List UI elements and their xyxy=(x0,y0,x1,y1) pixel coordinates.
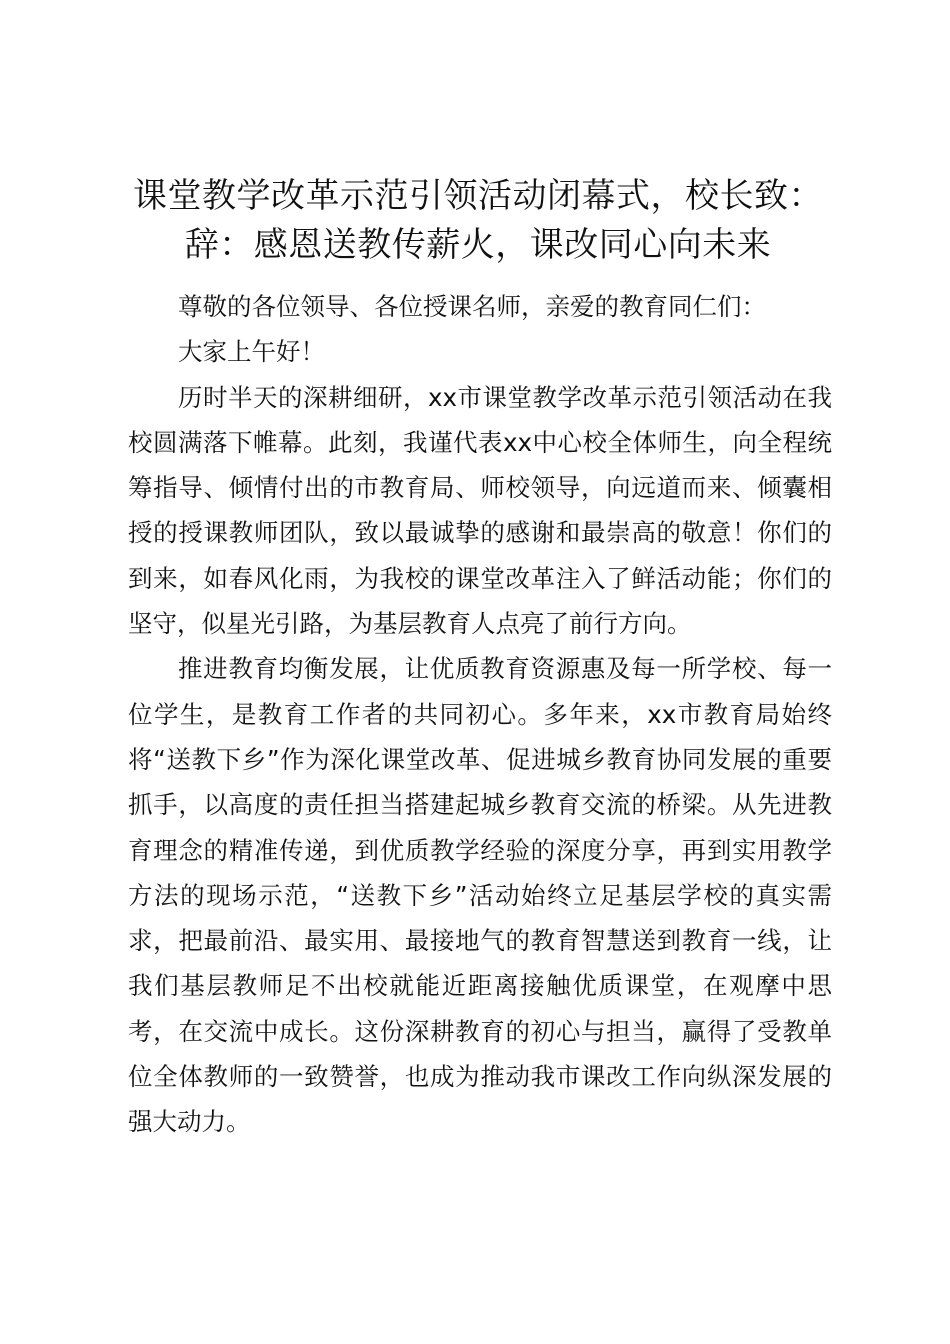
salutation: 尊敬的各位领导、各位授课名师，亲爱的教育同仁们： xyxy=(178,292,766,321)
document-body xyxy=(128,284,832,1145)
greeting: 大家上午好！ xyxy=(178,337,325,367)
title-line-1: 课堂教学改革示范引领活动闭幕式，校长致： xyxy=(133,176,823,216)
body-paragraph-1: 历时半天的深耕细研，xx市课堂教学改革示范引领活动在我校圆满落下帷幕。此刻，我谨代表xx中心校全体师生，向全程统筹指导、倾情付出的市教育局、师校领导，向远道而来、倾囊相授的授课教师团队，致以最诚挚的感谢和最崇高的敬意！你们的到来，如春风化雨，为我校的课堂改革注入了鲜活动能；你们的坚守，似星光引路，为基层教育人点亮了前行方向。 xyxy=(128,382,832,639)
body-paragraph-2: 推进教育均衡发展，让优质教育资源惠及每一所学校、每一位学生，是教育工作者的共同初心。多年来，xx市教育局始终将“送教下乡”作为深化课堂改革、促进城乡教育协同发展的重要抓手，以高度的责任担当搭建起城乡教育交流的桥梁。从先进教育理念的精准传递，到优质教学经验的深度分享，再到实用教学方法的现场示范，“送教下乡”活动始终立足基层学校的真实需求，把最前沿、最实用、最接地气的教育智慧送到教育一线，让我们基层教师足不出校就能近距离接触优质课堂，在观摩中思考，在交流中成长。这份深耕教育的初心与担当，赢得了受教单位全体教师的一致赞誉，也成为推动我市课改工作向纵深发展的强大动力。 xyxy=(128,654,832,1137)
title-line-2: 辞：感恩送教传薪火，课改同心向未来 xyxy=(184,225,772,265)
document-title xyxy=(128,172,828,270)
